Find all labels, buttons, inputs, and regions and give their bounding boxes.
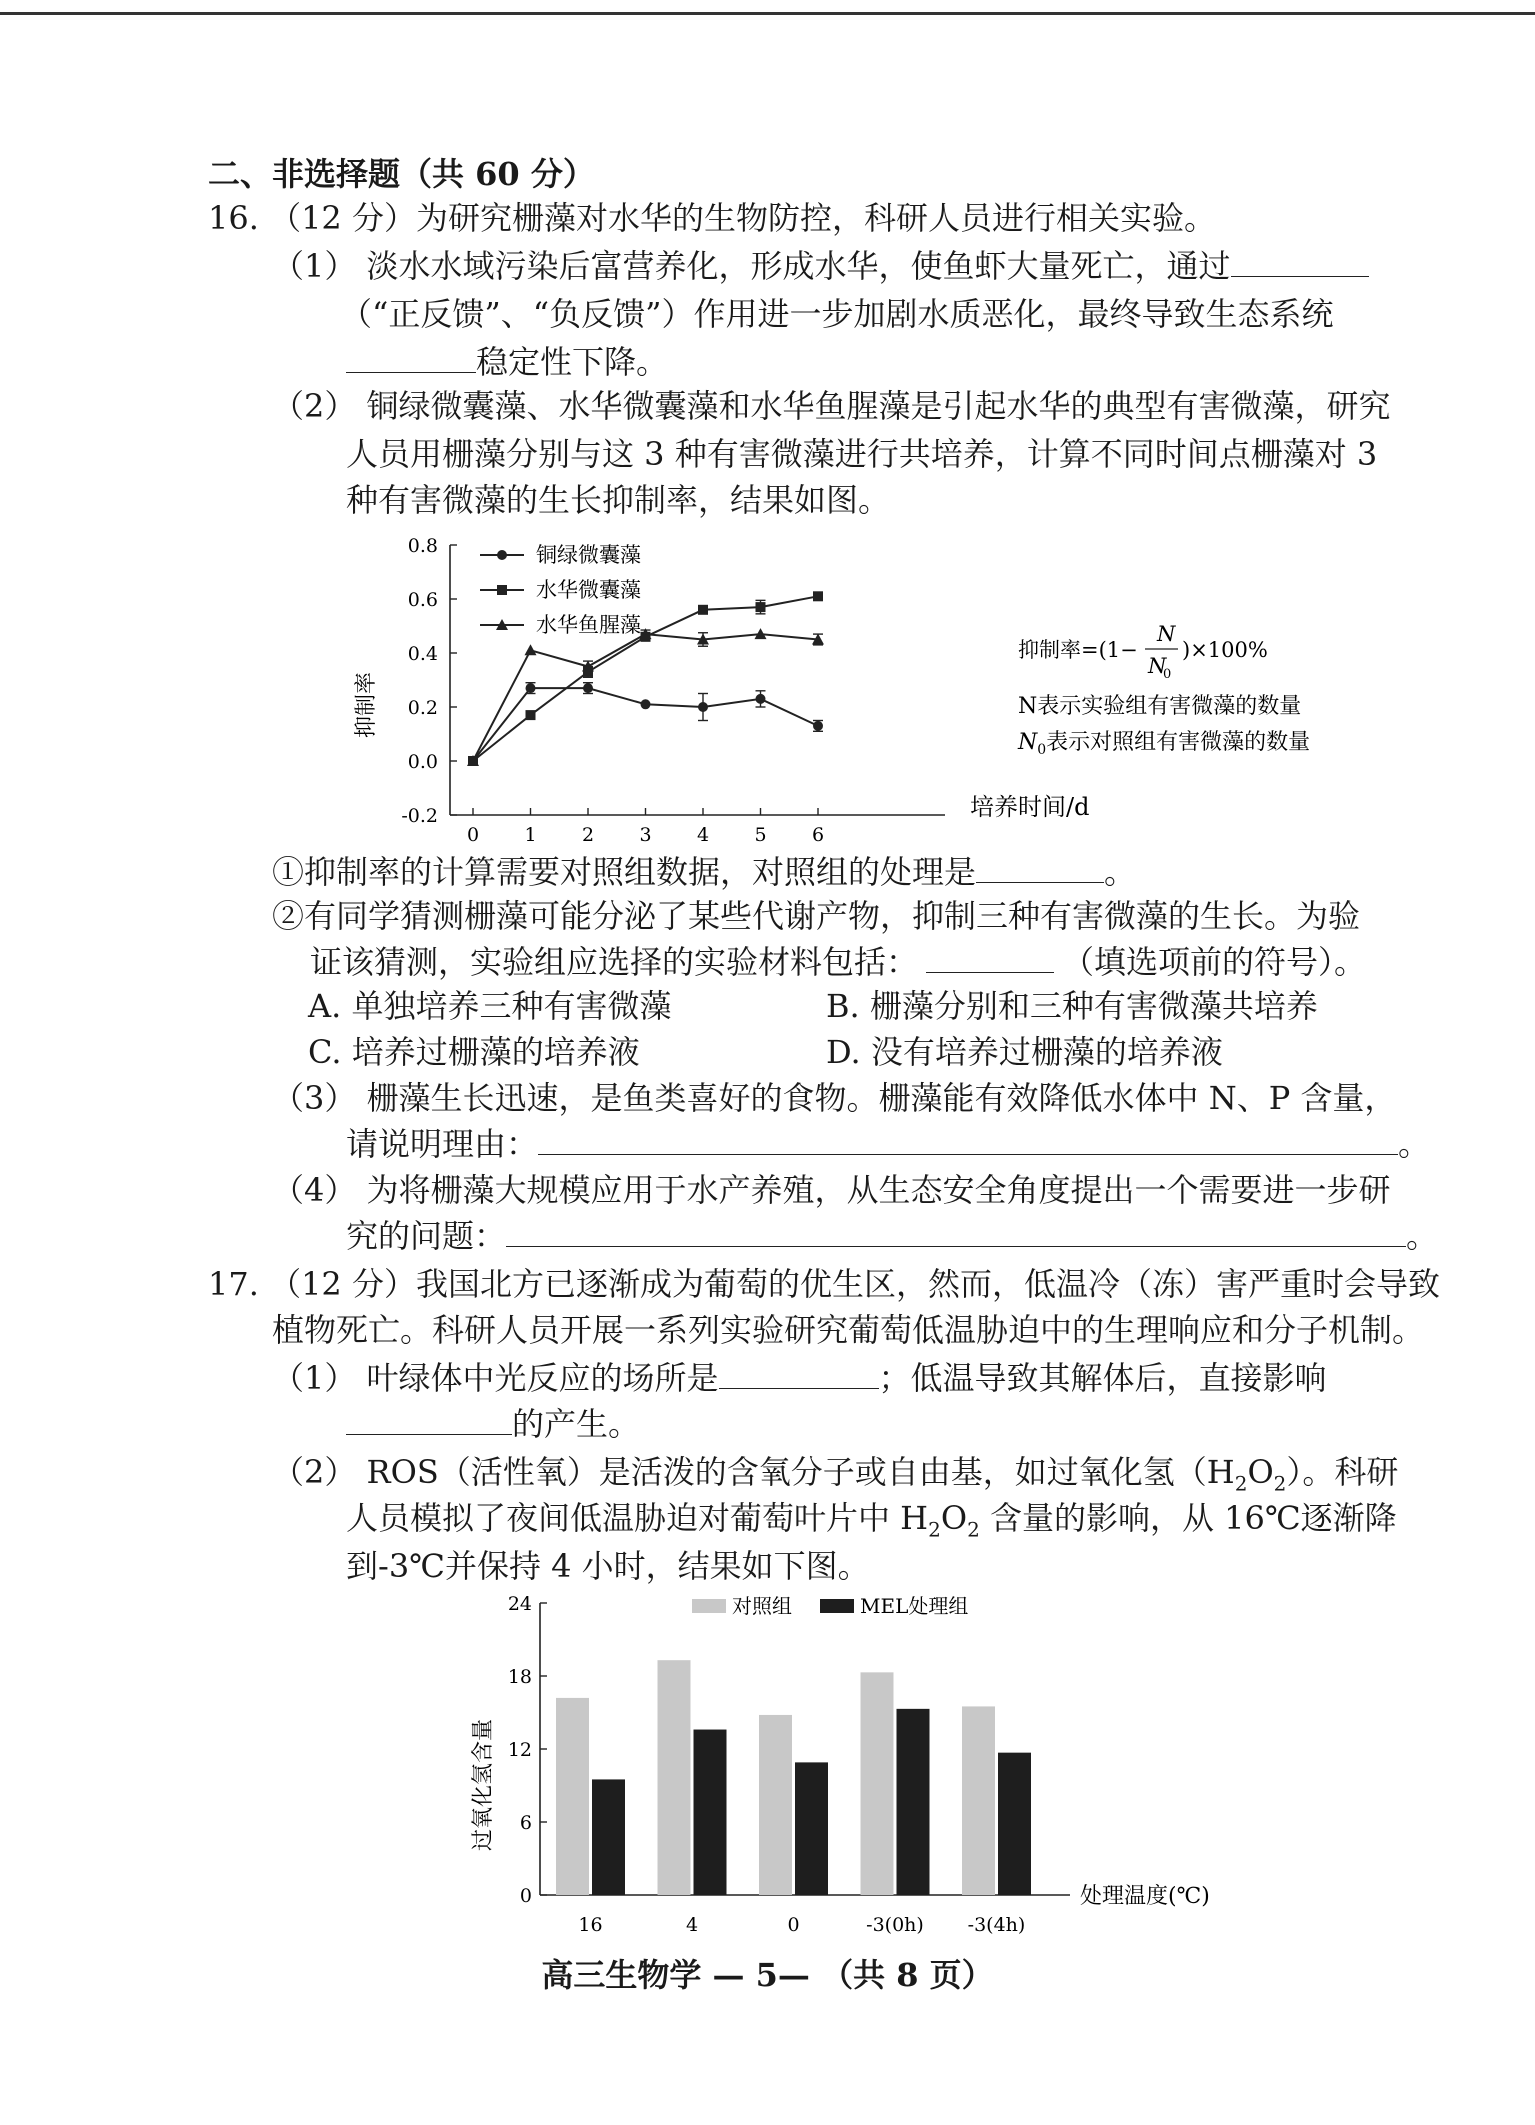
q16-sub2-text: 证该猜测，实验组应选择的实验材料包括： — [310, 943, 919, 981]
legend-marker — [497, 550, 507, 560]
q17-p1-text: （1） 叶绿体中光反应的场所是 — [272, 1359, 719, 1397]
q17-p1-text-b: 的产生。 — [512, 1405, 641, 1443]
q17-p1-text-end: ；低温导致其解体后，直接影响 — [878, 1359, 1327, 1397]
q16-p4-text: 究的问题： — [346, 1217, 507, 1255]
legend-label: 对照组 — [732, 1594, 792, 1618]
bar-chart-xlabel: 处理温度(℃) — [1080, 1884, 1210, 1909]
y-tick-label: 18 — [507, 1666, 532, 1688]
formula-numerator: N — [1157, 622, 1176, 646]
q16-p2-line2: 人员用栅藻分别与这 3 种有害微藻进行共培养，计算不同时间点栅藻对 3 — [346, 435, 1378, 473]
series-line-1 — [473, 596, 818, 761]
formula-denominator: N — [1148, 654, 1167, 678]
x-tick-label: 5 — [754, 824, 767, 846]
answer-blank[interactable] — [976, 852, 1104, 883]
line-chart-xlabel: 培养时间/d — [970, 793, 1090, 821]
bar-mel — [998, 1753, 1031, 1895]
q16-stem: 16. （12 分）为研究栅藻对水华的生物防控，科研人员进行相关实验。 — [208, 199, 1216, 237]
q17-p2-line2: 人员模拟了夜间低温胁迫对葡萄叶片中 $H_2O_2$ 含量的影响，从 16℃逐渐降 — [346, 1499, 1397, 1542]
option-d: D. 没有培养过栅藻的培养液 — [826, 1033, 1223, 1071]
y-tick-label: 0.6 — [407, 589, 438, 611]
bar-chart-ylabel: 过氧化氢含量 — [471, 1718, 496, 1852]
option-b: B. 栅藻分别和三种有害微藻共培养 — [826, 987, 1318, 1025]
series-line-2 — [473, 634, 818, 761]
legend-label: 水华鱼腥藻 — [536, 613, 641, 637]
q16-sub2-line1: ②有同学猜测栅藻可能分泌了某些代谢产物，抑制三种有害微藻的生长。为验 — [272, 897, 1361, 935]
x-tick-label: 4 — [696, 824, 710, 846]
q16-sub2-line2 — [310, 940, 1366, 984]
y-tick-label: 0.4 — [407, 643, 438, 665]
legend-label: 铜绿微囊藻 — [536, 543, 641, 567]
y-tick-label: 0.0 — [407, 751, 438, 773]
data-point — [525, 644, 537, 655]
data-point — [698, 702, 708, 712]
legend-label: 水华微囊藻 — [536, 578, 641, 602]
answer-blank[interactable] — [538, 1124, 1398, 1155]
data-point — [756, 694, 766, 704]
bar-control — [861, 1672, 894, 1895]
formula-suffix: )×100% — [1182, 638, 1268, 662]
formula-prefix: 抑制率=(1− — [1018, 638, 1138, 662]
x-tick-label: 4 — [685, 1914, 699, 1936]
q16-p4-line1: （4） 为将栅藻大规模应用于水产养殖，从生态安全角度提出一个需要进一步研 — [272, 1171, 1391, 1209]
data-point — [756, 602, 766, 612]
period: 。 — [1104, 853, 1137, 891]
q16-sub2-hint: （填选项前的符号）。 — [1062, 943, 1367, 981]
q17-p1-line1 — [272, 1356, 1327, 1400]
q17-p2-line1: （2） ROS（活性氧）是活泼的含氧分子或自由基，如过氧化氢$(H_2O_2)$。科研 — [272, 1453, 1399, 1496]
q16-p3-line1: （3） 栅藻生长迅速，是鱼类喜好的食物。栅藻能有效降低水体中 N、P 含量， — [272, 1079, 1397, 1117]
data-point — [526, 683, 536, 693]
answer-blank[interactable] — [926, 942, 1054, 973]
q16-p1-text-a: （1） 淡水水域污染后富营养化，形成水华，使鱼虾大量死亡，通过 — [272, 247, 1231, 285]
bar-chart — [460, 1585, 1260, 1936]
x-tick-label: 0 — [787, 1914, 800, 1936]
line-chart-y-axis — [450, 545, 945, 815]
y-tick-label: -0.2 — [401, 805, 438, 827]
top-rule — [0, 12, 1535, 15]
q16-p3-text: 请说明理由： — [346, 1125, 539, 1163]
q16-p1-line3 — [346, 340, 668, 384]
bar-control — [556, 1698, 589, 1895]
period: 。 — [1398, 1125, 1431, 1163]
y-tick-label: 12 — [507, 1739, 532, 1761]
y-tick-label: 24 — [507, 1593, 532, 1615]
bar-control — [658, 1660, 691, 1895]
formula-n0-note: $N_0$表示对照组有害微藻的数量 — [1018, 730, 1311, 758]
legend-label: MEL处理组 — [860, 1594, 969, 1618]
inhibition-formula — [1017, 622, 1310, 758]
bar-control — [962, 1706, 995, 1895]
option-c: C. 培养过栅藻的培养液 — [308, 1033, 640, 1071]
bar-mel — [592, 1779, 625, 1895]
answer-blank[interactable] — [346, 342, 476, 373]
formula-denominator-sub: 0 — [1163, 667, 1172, 682]
line-chart — [340, 525, 1370, 846]
q16-p2-line3: 种有害微藻的生长抑制率，结果如图。 — [346, 481, 891, 519]
x-tick-label: 1 — [524, 824, 537, 846]
q17-p2-line3: 到-3℃并保持 4 小时，结果如下图。 — [346, 1547, 870, 1585]
data-point — [641, 699, 651, 709]
bar-mel — [897, 1709, 930, 1895]
y-tick-label: 0.8 — [407, 535, 438, 557]
data-point — [813, 721, 823, 731]
answer-blank[interactable] — [719, 1358, 879, 1389]
bar-mel — [795, 1762, 828, 1895]
answer-blank[interactable] — [1231, 246, 1369, 277]
q17-p1-line2 — [346, 1402, 640, 1446]
data-point — [813, 591, 823, 601]
data-point — [583, 683, 593, 693]
answer-blank[interactable] — [506, 1216, 1406, 1247]
x-tick-label: 6 — [811, 824, 825, 846]
x-tick-label: -3(0h) — [866, 1914, 924, 1936]
bar-control — [759, 1715, 792, 1895]
series-line-0 — [473, 688, 818, 761]
line-chart-ylabel: 抑制率 — [354, 671, 379, 739]
data-point — [526, 710, 536, 720]
formula-n-note: N表示实验组有害微藻的数量 — [1018, 694, 1302, 719]
x-tick-label: -3(4h) — [967, 1914, 1026, 1936]
answer-blank[interactable] — [346, 1404, 512, 1435]
x-tick-label: 0 — [466, 824, 480, 846]
q17-stem-line1: 17. （12 分）我国北方已逐渐成为葡萄的优生区，然而，低温冷（冻）害严重时会导致 — [208, 1265, 1440, 1303]
x-tick-label: 16 — [578, 1914, 603, 1936]
legend-swatch — [820, 1599, 854, 1613]
q16-p1-line2: （“正反馈”、“负反馈”）作用进一步加剧水质恶化，最终导致生态系统 — [340, 295, 1334, 333]
q16-p1-text-c: 稳定性下降。 — [476, 343, 669, 381]
y-tick-label: 0 — [519, 1885, 532, 1907]
x-tick-label: 3 — [639, 824, 652, 846]
period: 。 — [1406, 1217, 1439, 1255]
q16-p2-line1: （2） 铜绿微囊藻、水华微囊藻和水华鱼腥藻是引起水华的典型有害微藻，研究 — [272, 387, 1391, 425]
section-title: 二、非选择题（共 60 分） — [208, 155, 595, 193]
bar-mel — [694, 1730, 727, 1895]
q16-p4-line2 — [346, 1214, 1438, 1258]
q16-sub1 — [272, 850, 1136, 894]
q17-stem-line2: 植物死亡。科研人员开展一系列实验研究葡萄低温胁迫中的生理响应和分子机制。 — [272, 1311, 1425, 1349]
q16-sub1-text: ①抑制率的计算需要对照组数据，对照组的处理是 — [272, 853, 977, 891]
option-a: A. 单独培养三种有害微藻 — [308, 987, 672, 1025]
legend-marker — [497, 585, 507, 595]
x-tick-label: 2 — [581, 824, 595, 846]
legend-swatch — [692, 1599, 726, 1613]
q16-p3-line2 — [346, 1122, 1430, 1166]
y-tick-label: 6 — [519, 1812, 532, 1834]
page-footer: 高三生物学 — 5— （共 8 页） — [541, 1956, 994, 1994]
y-tick-label: 0.2 — [407, 697, 438, 719]
q16-p1-line1 — [272, 244, 1369, 288]
data-point — [698, 605, 708, 615]
